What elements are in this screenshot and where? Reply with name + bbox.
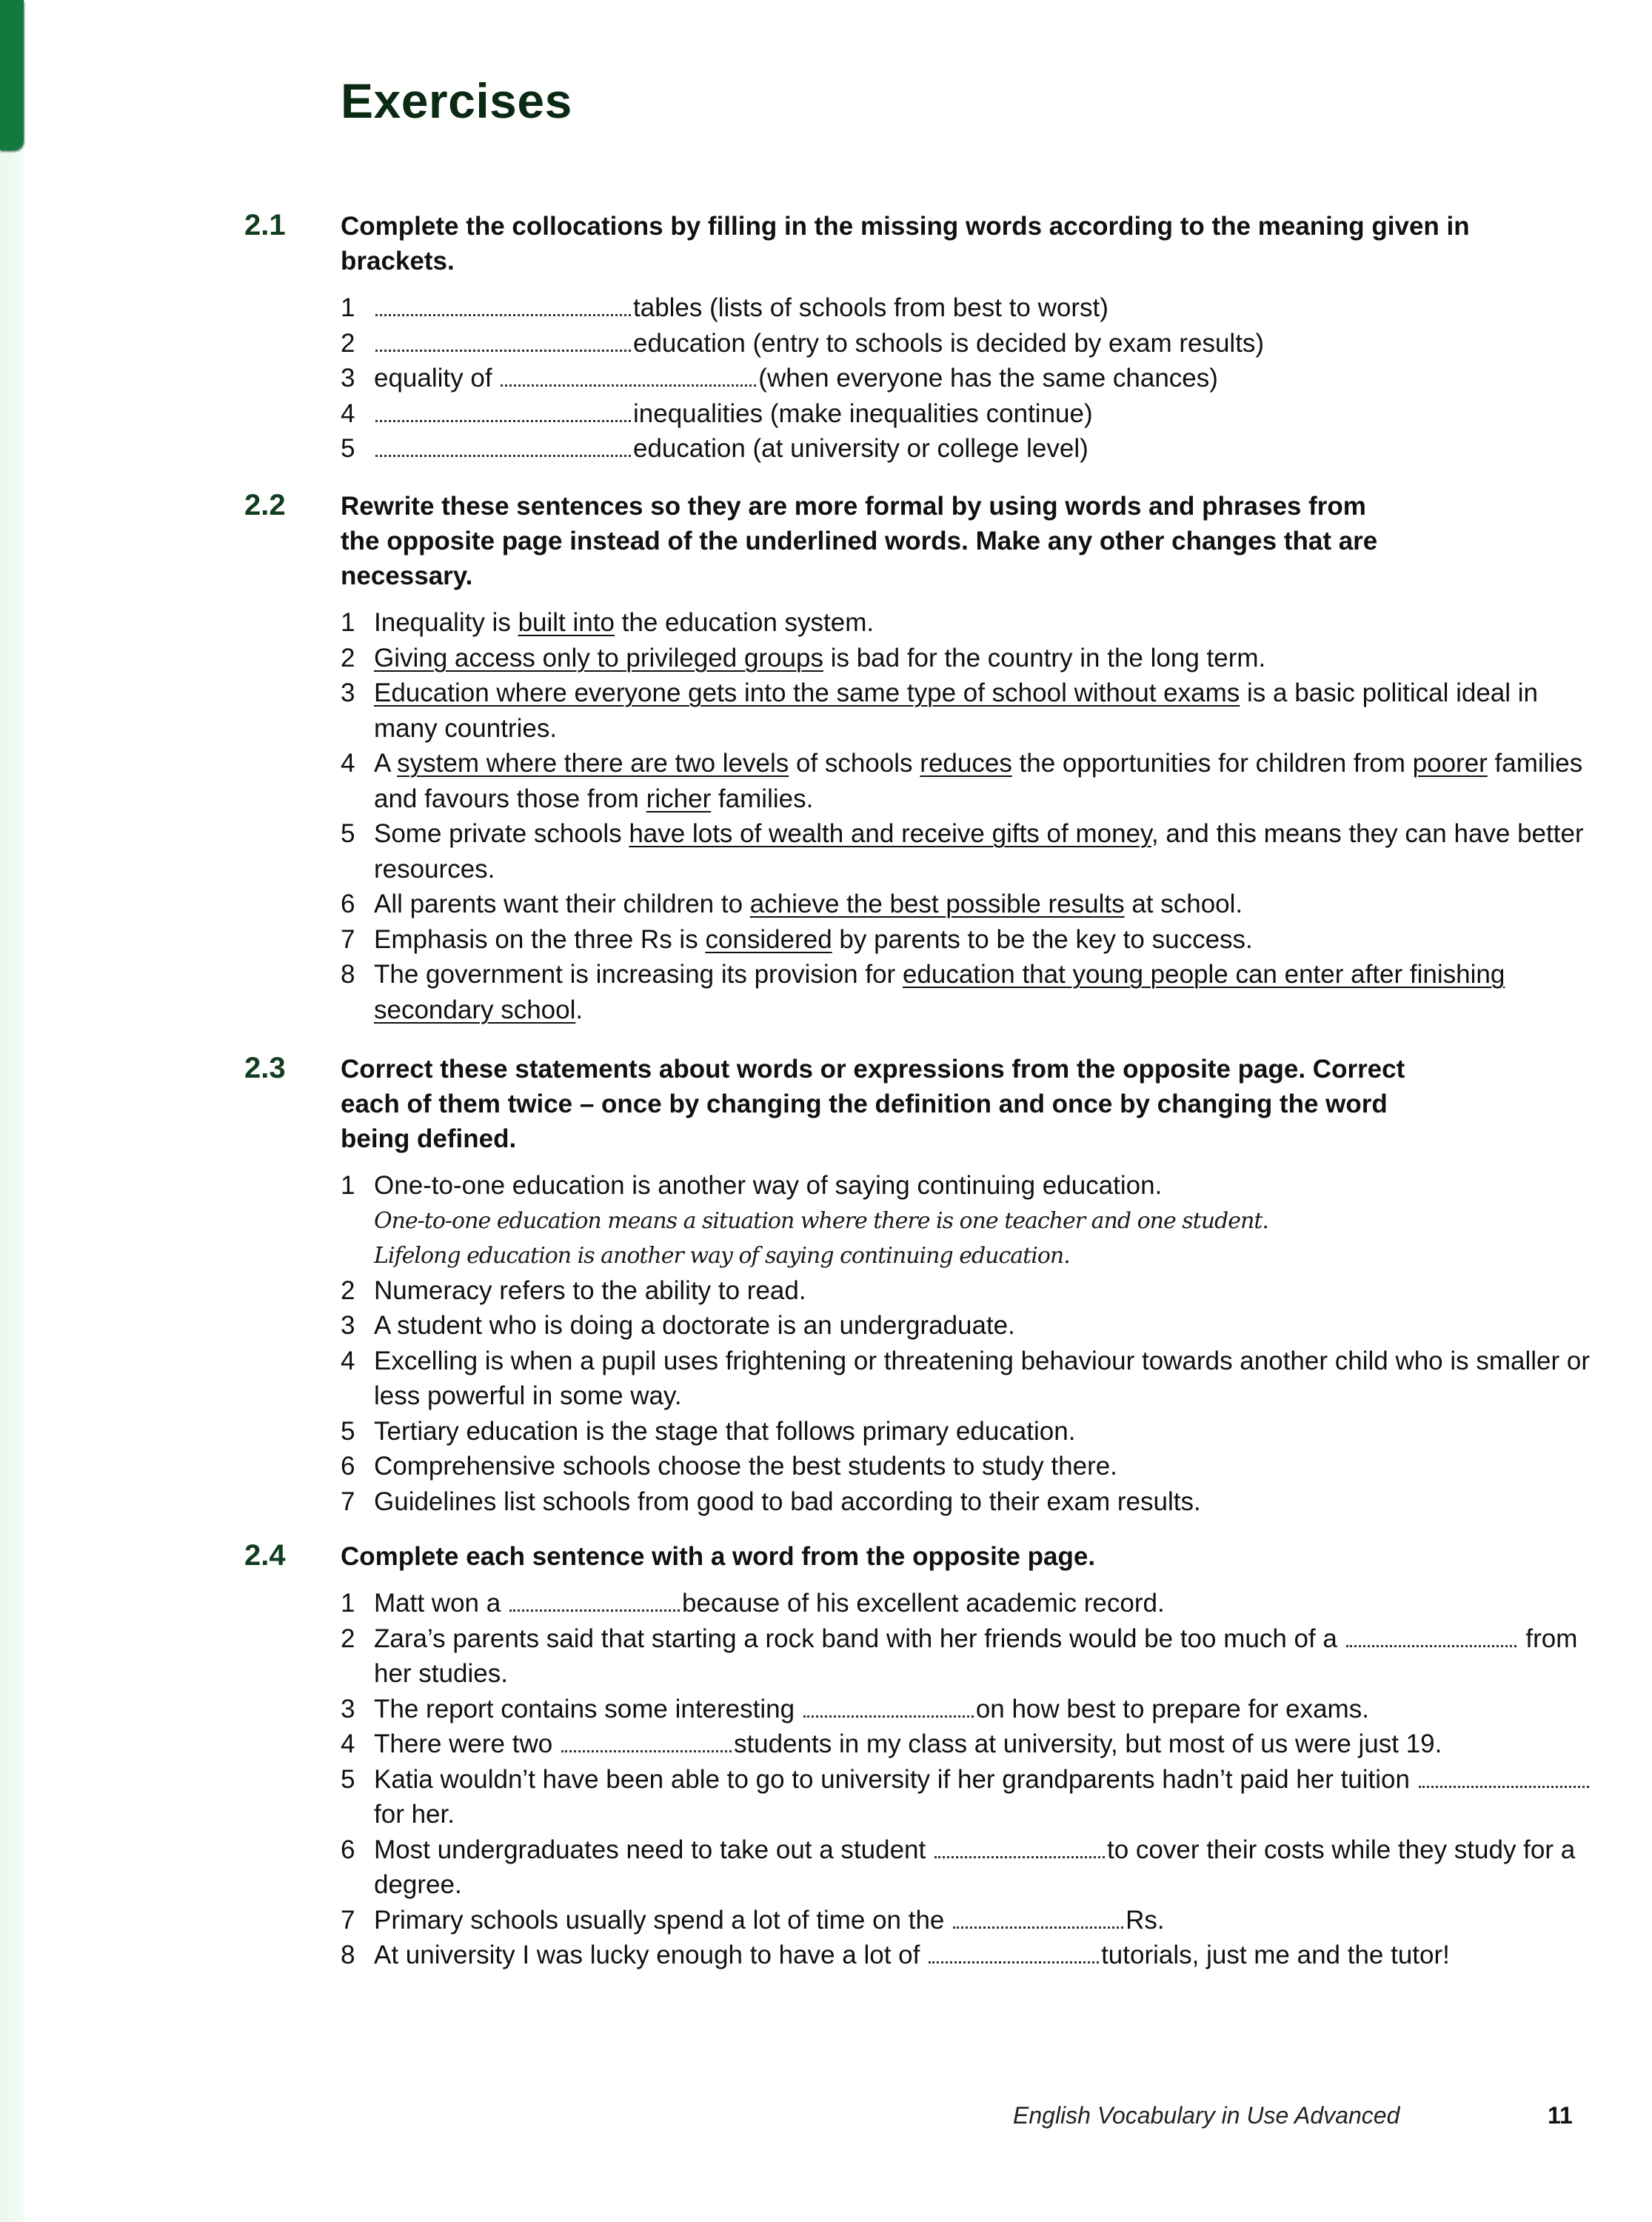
list-item: 8 At university I was lucky enough to have a lot of tutorials, just me and the tutor! <box>341 1941 1450 1969</box>
answer-blank[interactable] <box>561 1729 732 1752</box>
underlined-phrase: Education where everyone gets into the same type of school without exams <box>374 678 1240 707</box>
answer-blank[interactable] <box>509 1589 680 1612</box>
exercise-number: 2.3 <box>244 1052 286 1084</box>
exercise-items <box>341 290 1592 467</box>
answer-blank[interactable] <box>934 1835 1105 1858</box>
exercise-2-4 <box>244 1539 1592 1973</box>
exercise-instruction: Rewrite these sentences so they are more formal by using words and phrases from the opposite page instead of the underlined words. Make any other changes that are necessary. <box>341 492 1378 590</box>
answer-blank[interactable] <box>1419 1765 1589 1788</box>
list-item: 1 tables (lists of schools from best to worst) <box>341 293 1108 322</box>
underlined-phrase: achieve the best possible results <box>749 890 1125 918</box>
page-edge-strip <box>0 0 24 2222</box>
underlined-phrase: reduces <box>920 749 1012 778</box>
list-item: 4 A system where there are two levels of schools reduces the opportunities for children from poorer families and favours those from richer families. <box>341 749 1583 813</box>
handwritten-answer: One-to-one education means a situation where there is one teacher and one student. <box>374 1207 1268 1234</box>
list-item: 4 There were two students in my class at university, but most of us were just 19. <box>341 1729 1442 1758</box>
list-item: 6 Most undergraduates need to take out a student to cover their costs while they study for a degree. <box>341 1835 1576 1899</box>
exercise-items <box>341 605 1592 1027</box>
exercise-2-1 <box>244 209 1592 467</box>
underlined-phrase: considered <box>705 924 832 954</box>
exercise-number: 2.4 <box>244 1539 286 1572</box>
exercise-instruction: Correct these statements about words or expressions from the opposite page. Correct each of them twice – once by changing the definition and once by changing the word being defined. <box>341 1055 1405 1153</box>
underlined-phrase: richer <box>646 784 712 813</box>
list-item: 3 The report contains some interesting on how best to prepare for exams. <box>341 1694 1369 1724</box>
list-item: 4 Excelling is when a pupil uses frightening or threatening behaviour towards another child who is smaller or less powerful in some way. <box>341 1346 1591 1410</box>
answer-blank[interactable] <box>501 364 756 387</box>
underlined-phrase: system where there are two levels <box>397 749 789 778</box>
underlined-phrase: Giving access only to privileged groups <box>374 643 823 673</box>
list-item: 4 inequalities (make inequalities continue) <box>341 398 1093 428</box>
list-item: 1 One-to-one education is another way of saying continuing education. One-to-one education means a situation where there is one teacher and one student. Lifelong education is another way of saying continuing education. <box>341 1168 1592 1273</box>
list-item: 2 Zara’s parents said that starting a rock band with her friends would be too much of a from her studies. <box>341 1624 1578 1688</box>
list-item: 7 Primary schools usually spend a lot of time on the Rs. <box>341 1905 1165 1935</box>
list-item: 7 Emphasis on the three Rs is considered by parents to be the key to success. <box>341 924 1253 954</box>
underlined-phrase: have lots of wealth and receive gifts of money <box>629 819 1151 848</box>
list-item: 2 education (entry to schools is decided by exam results) <box>341 328 1265 358</box>
list-item: 1 Matt won a because of his excellent academic record. <box>341 1589 1165 1618</box>
exercise-2-2 <box>244 489 1592 1027</box>
list-item: 6 All parents want their children to achieve the best possible results at school. <box>341 890 1243 918</box>
list-item: 6 Comprehensive schools choose the best students to study there. <box>341 1452 1117 1481</box>
underlined-phrase: education that young people can enter after finishing secondary school <box>374 960 1505 1024</box>
handwritten-answer: Lifelong education is another way of saying continuing education. <box>374 1242 1070 1269</box>
answer-blank[interactable] <box>929 1941 1099 1964</box>
list-item: 8 The government is increasing its provision for education that young people can enter after finishing secondary school. <box>341 960 1505 1024</box>
footer-book-title: English Vocabulary in Use Advanced <box>1013 2102 1400 2129</box>
exercise-2-3 <box>244 1052 1592 1519</box>
answer-blank[interactable] <box>375 329 631 352</box>
list-item: 5 Some private schools have lots of wealth and receive gifts of money, and this means they can have better resources. <box>341 819 1584 884</box>
list-item: 1 Inequality is built into the education system. <box>341 608 875 637</box>
answer-blank[interactable] <box>375 293 631 316</box>
exercise-items <box>341 1586 1592 1973</box>
answer-blank[interactable] <box>803 1695 974 1718</box>
list-item: 3 A student who is doing a doctorate is an undergraduate. <box>341 1311 1015 1340</box>
page-title: Exercises <box>341 73 572 128</box>
exercise-instruction: Complete each sentence with a word from the opposite page. <box>341 1542 1096 1571</box>
underlined-phrase: poorer <box>1412 749 1488 778</box>
list-item: 5 Katia wouldn’t have been able to go to university if her grandparents hadn’t paid her tuition for her. <box>341 1762 1592 1832</box>
answer-blank[interactable] <box>953 1906 1123 1929</box>
list-item: 2 Giving access only to privileged groups is bad for the country in the long term. <box>341 643 1266 673</box>
unit-tab-marker <box>0 0 24 150</box>
exercise-number: 2.1 <box>244 209 286 241</box>
list-item: 3 equality of (when everyone has the same chances) <box>341 364 1218 393</box>
list-item: 3 Education where everyone gets into the same type of school without exams is a basic political ideal in many countries. <box>341 678 1538 743</box>
page-number: 11 <box>1548 2102 1573 2129</box>
exercise-number: 2.2 <box>244 489 286 521</box>
list-item: 5 education (at university or college level) <box>341 434 1088 463</box>
answer-blank[interactable] <box>375 434 631 457</box>
list-item: 5 Tertiary education is the stage that follows primary education. <box>341 1416 1076 1446</box>
answer-blank[interactable] <box>1346 1624 1516 1647</box>
underlined-phrase: built into <box>518 608 615 637</box>
exercise-items <box>341 1168 1592 1519</box>
answer-blank[interactable] <box>375 399 631 422</box>
list-item: 7 Guidelines list schools from good to bad according to their exam results. <box>341 1487 1201 1516</box>
list-item: 2 Numeracy refers to the ability to read. <box>341 1275 806 1305</box>
exercise-instruction: Complete the collocations by filling in the missing words according to the meaning given in brackets. <box>341 212 1470 276</box>
